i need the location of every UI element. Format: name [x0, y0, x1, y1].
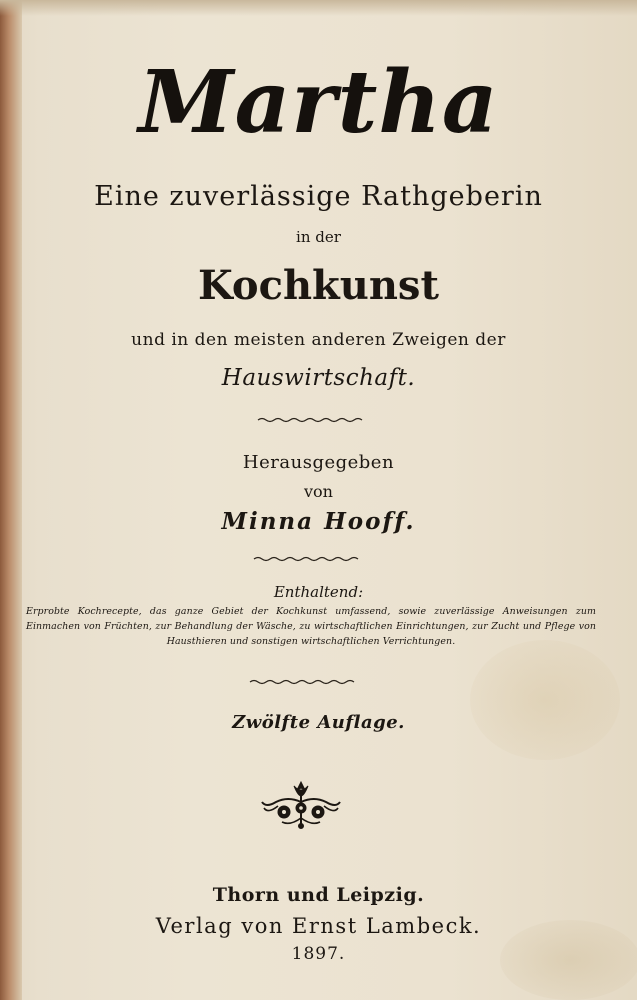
scope-line: und in den meisten anderen Zweigen der — [131, 330, 506, 350]
publication-place: Thorn und Leipzig. — [212, 884, 425, 906]
connector-text: in der — [296, 228, 341, 246]
floral-ornament-icon — [258, 778, 344, 832]
editor-label: Herausgegeben — [242, 452, 395, 473]
domain-heading: Hauswirtschaft. — [221, 365, 416, 391]
divider-rule — [252, 555, 360, 563]
by-label: von — [304, 482, 333, 501]
divider-rule — [256, 416, 364, 424]
publisher-line: Verlag von Ernst Lambeck. — [155, 914, 482, 938]
subject-heading: Kochkunst — [198, 262, 439, 309]
divider-rule — [248, 678, 360, 686]
publication-year: 1897. — [291, 944, 346, 964]
contents-label: Enthaltend: — [273, 583, 364, 601]
edition-label: Zwölfte Auflage. — [232, 712, 405, 733]
paper-stain — [470, 640, 620, 760]
book-title: Martha — [138, 52, 499, 153]
book-subtitle: Eine zuverlässige Rathgeberin — [94, 181, 543, 212]
contents-description: Erprobte Kochrecepte, das ganze Gebiet der Kochkunst umfassend, sowie zuverlässige Anweisungen zum Einmachen von Früchten, zur Behandlung der Wäsche, zu wirtschaftlichen Einrichtungen, zur Zucht und Pflege von Hausthieren und sonstigen wirtschaftlichen Verrichtungen. — [26, 606, 596, 647]
author-name: Minna Hooff. — [221, 508, 416, 535]
page-top-shadow — [0, 0, 637, 16]
